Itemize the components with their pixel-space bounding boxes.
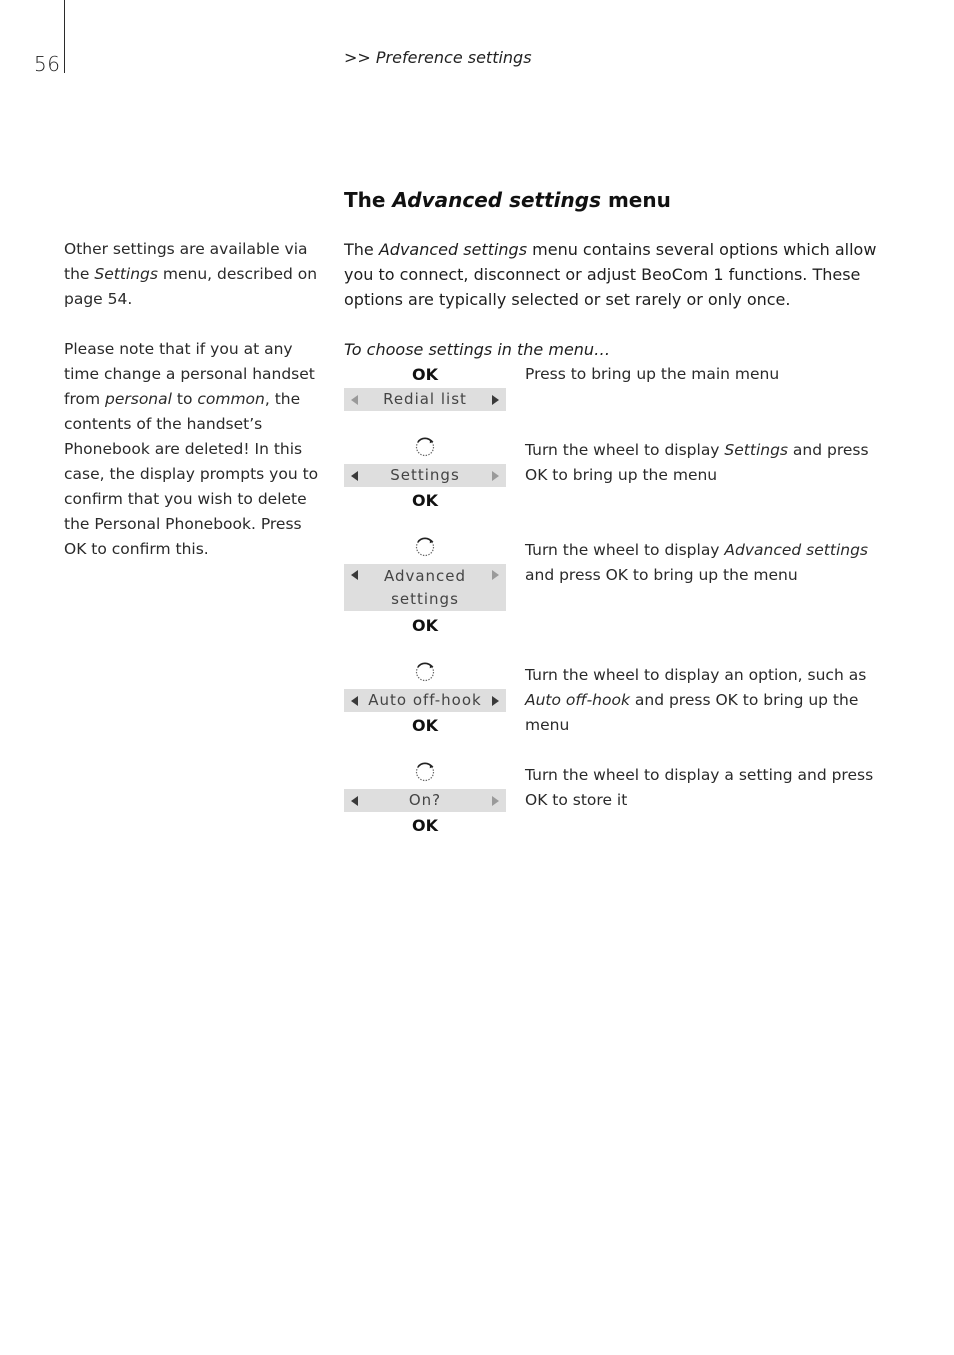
display-text: Auto off-hook [368, 691, 482, 709]
step-2-text-em: Settings [724, 441, 788, 459]
intro-b: menu contains several options which allow you to connect, disconnect or adjust BeoCom 1 functions. These options are typically selected or set rarely or only once. [344, 240, 877, 309]
display-on [344, 789, 506, 812]
arrow-right-icon [492, 395, 499, 405]
step-4-text-a: Turn the wheel to display an option, such as [525, 666, 867, 684]
step-3-text-a: Turn the wheel to display [525, 541, 725, 559]
step-4-text-b: and press OK to bring up the menu [525, 691, 859, 734]
step-3-text-b: and press OK to bring up the menu [525, 566, 798, 584]
display-advanced-settings [344, 564, 506, 611]
title-post: menu [600, 188, 671, 212]
breadcrumb-prefix: >> [344, 48, 371, 67]
side-note-1-b: menu, described on page 54. [64, 265, 318, 308]
side-note-2 [64, 337, 326, 562]
ok-button-label: OK [412, 816, 438, 835]
step-3-text [525, 538, 885, 588]
wheel-rotate-icon [414, 660, 436, 682]
side-note-1-em: Settings [94, 265, 158, 283]
step-4-text [525, 663, 885, 738]
ok-button-label: OK [412, 616, 438, 635]
arrow-left-icon [351, 796, 358, 806]
arrow-right-icon [492, 471, 499, 481]
step-2-text [525, 438, 885, 488]
display-text: Settings [390, 466, 460, 484]
display-redial-list [344, 388, 506, 411]
intro-a: The [344, 240, 379, 259]
ok-button-label: OK [412, 491, 438, 510]
side-note-1 [64, 237, 326, 312]
display-text: Redial list [383, 390, 467, 408]
side-note-2-c: , the contents of the handset’s Phonebook are deleted! In this case, the display prompts you to confirm that you wish to delete the Personal Phonebook. Press OK to confirm this. [64, 390, 319, 558]
arrow-left-icon [351, 696, 358, 706]
side-note-2-em1: personal [105, 390, 172, 408]
intro-paragraph [344, 237, 884, 312]
page-number: 56 [34, 52, 61, 76]
page-title [344, 188, 671, 212]
display-auto-off-hook [344, 689, 506, 712]
arrow-right-icon [492, 696, 499, 706]
intro-em: Advanced settings [378, 240, 528, 259]
display-text: On? [408, 791, 442, 809]
display-text-line-2: settings [391, 590, 459, 608]
side-note-2-a: Please note that if you at any time change a personal handset from [64, 340, 315, 408]
step-4-text-em: Auto off-hook [525, 691, 630, 709]
arrow-left-icon [351, 570, 358, 580]
arrow-right-icon [492, 570, 499, 580]
title-pre: The [344, 188, 393, 212]
side-note-1-a: Other settings are available via the [64, 240, 308, 283]
breadcrumb-title: Preference settings [375, 48, 532, 67]
wheel-rotate-icon [414, 535, 436, 557]
arrow-left-icon [351, 471, 358, 481]
procedure-subheading: To choose settings in the menu… [344, 340, 611, 359]
display-settings [344, 464, 506, 487]
breadcrumb [344, 48, 532, 67]
step-3-text-em: Advanced settings [724, 541, 868, 559]
wheel-rotate-icon [414, 760, 436, 782]
arrow-left-icon [351, 395, 358, 405]
step-2-text-b: and press OK to bring up the menu [525, 441, 869, 484]
step-5-text: Turn the wheel to display a setting and press OK to store it [525, 766, 874, 809]
page-rule [64, 0, 65, 73]
title-em: Advanced settings [392, 188, 601, 212]
wheel-rotate-icon [414, 435, 436, 457]
ok-button-label: OK [412, 716, 438, 735]
step-1-text: Press to bring up the main menu [525, 365, 780, 383]
side-note-2-em2: common [197, 390, 265, 408]
side-note-2-b: to [171, 390, 198, 408]
arrow-right-icon [492, 796, 499, 806]
ok-button-label: OK [412, 365, 438, 384]
display-text-line-1: Advanced [383, 567, 467, 585]
step-2-text-a: Turn the wheel to display [525, 441, 725, 459]
